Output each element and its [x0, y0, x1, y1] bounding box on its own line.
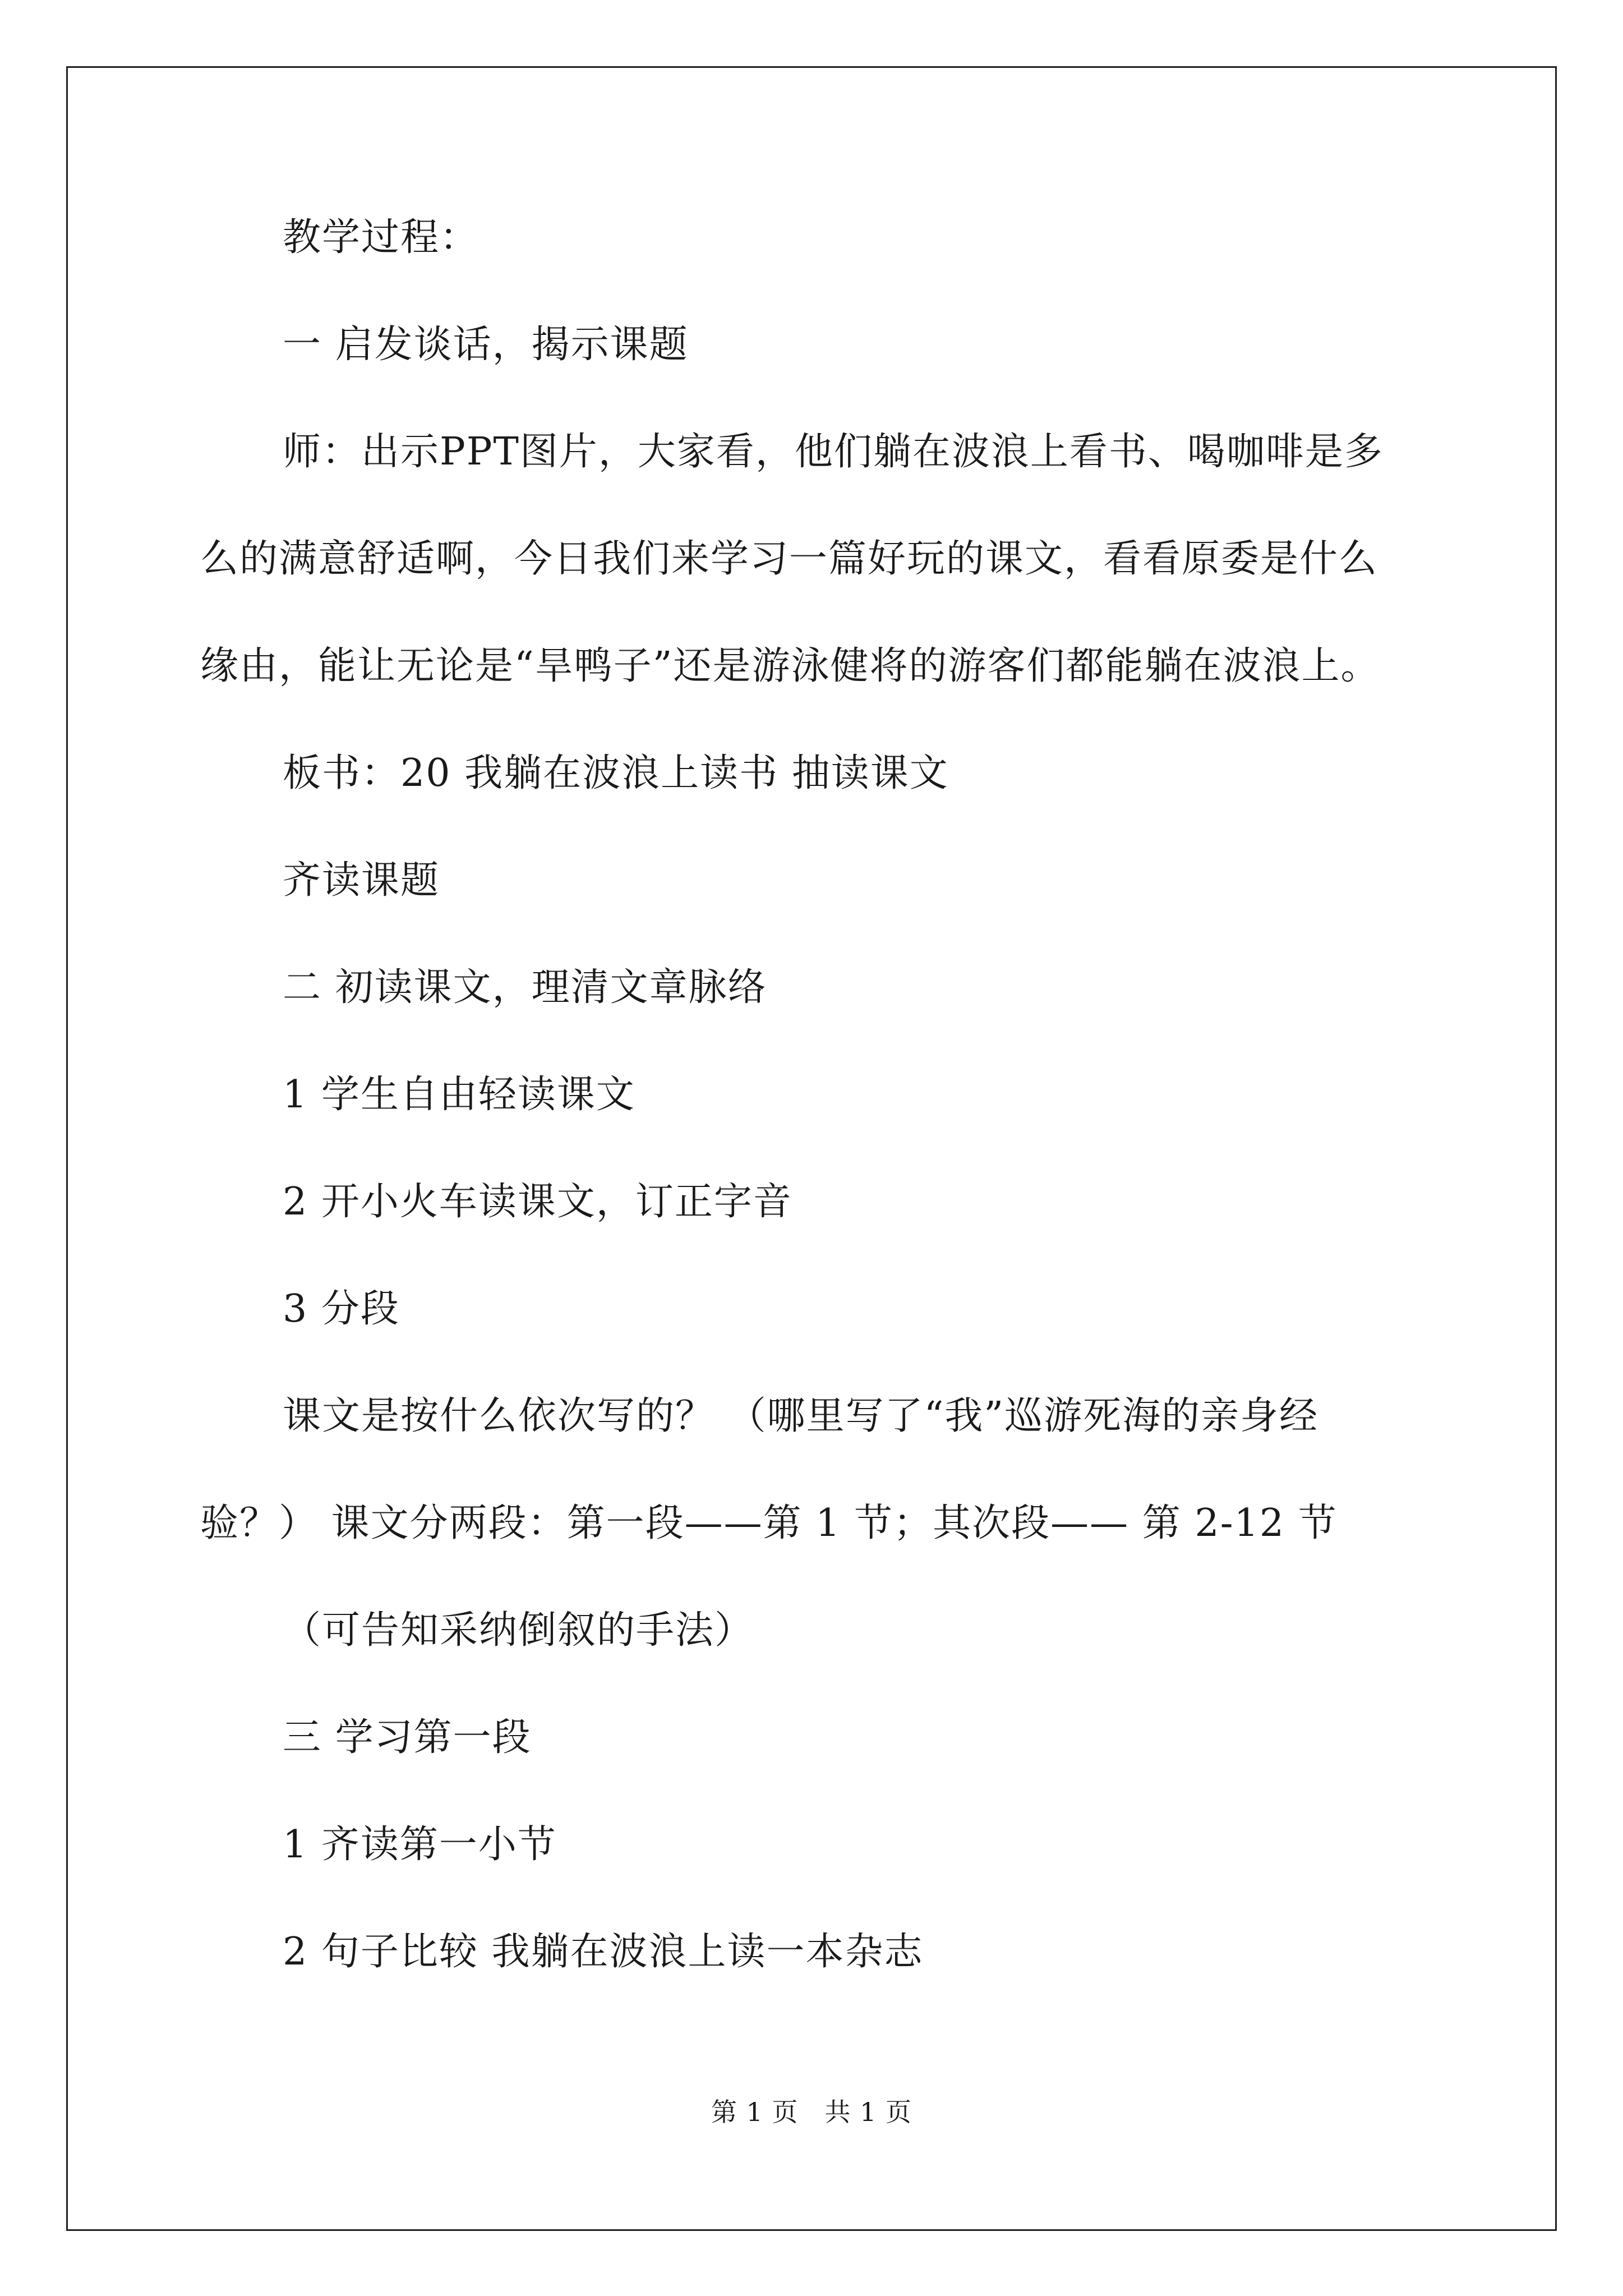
- paragraph-line: 缘由，能让无论是“旱鸭子”还是游泳健将的游客们都能躺在波浪上。: [200, 644, 1380, 688]
- paragraph-line: 1 齐读第一小节: [283, 1823, 557, 1867]
- paragraph-line: 验？） 课文分两段：第一段——第 1 节；其次段—— 第 2-12 节: [200, 1501, 1338, 1545]
- paragraph-line: 齐读课题: [283, 858, 440, 903]
- paragraph-line: 1 学生自由轻读课文: [283, 1073, 635, 1117]
- paragraph-line: （可告知采纳倒叙的手法）: [283, 1608, 754, 1653]
- paragraph-line: 二 初读课文，理清文章脉络: [283, 965, 767, 1010]
- paragraph-line: 三 学习第一段: [283, 1715, 532, 1760]
- paragraph-line: 板书：20 我躺在波浪上读书 抽读课文: [283, 751, 949, 795]
- paragraph-line: 么的满意舒适啊，今日我们来学习一篇好玩的课文，看看原委是什么: [200, 537, 1378, 581]
- paragraph-line: 3 分段: [283, 1287, 400, 1331]
- paragraph-line: 师：出示PPT图片，大家看，他们躺在波浪上看书、喝咖啡是多: [283, 430, 1384, 474]
- page-border: [66, 66, 1557, 2231]
- paragraph-line: 2 句子比较 我躺在波浪上读一本杂志: [283, 1930, 924, 1974]
- paragraph-line: 教学过程：: [283, 215, 479, 260]
- paragraph-line: 课文是按什么依次写的？ （哪里写了“我”巡游死海的亲身经: [283, 1394, 1319, 1438]
- page-number-footer: 第 1 页 共 1 页: [711, 2097, 912, 2127]
- paragraph-line: 2 开小火车读课文，订正字音: [283, 1180, 792, 1224]
- paragraph-line: 一 启发谈话，揭示课题: [283, 323, 689, 367]
